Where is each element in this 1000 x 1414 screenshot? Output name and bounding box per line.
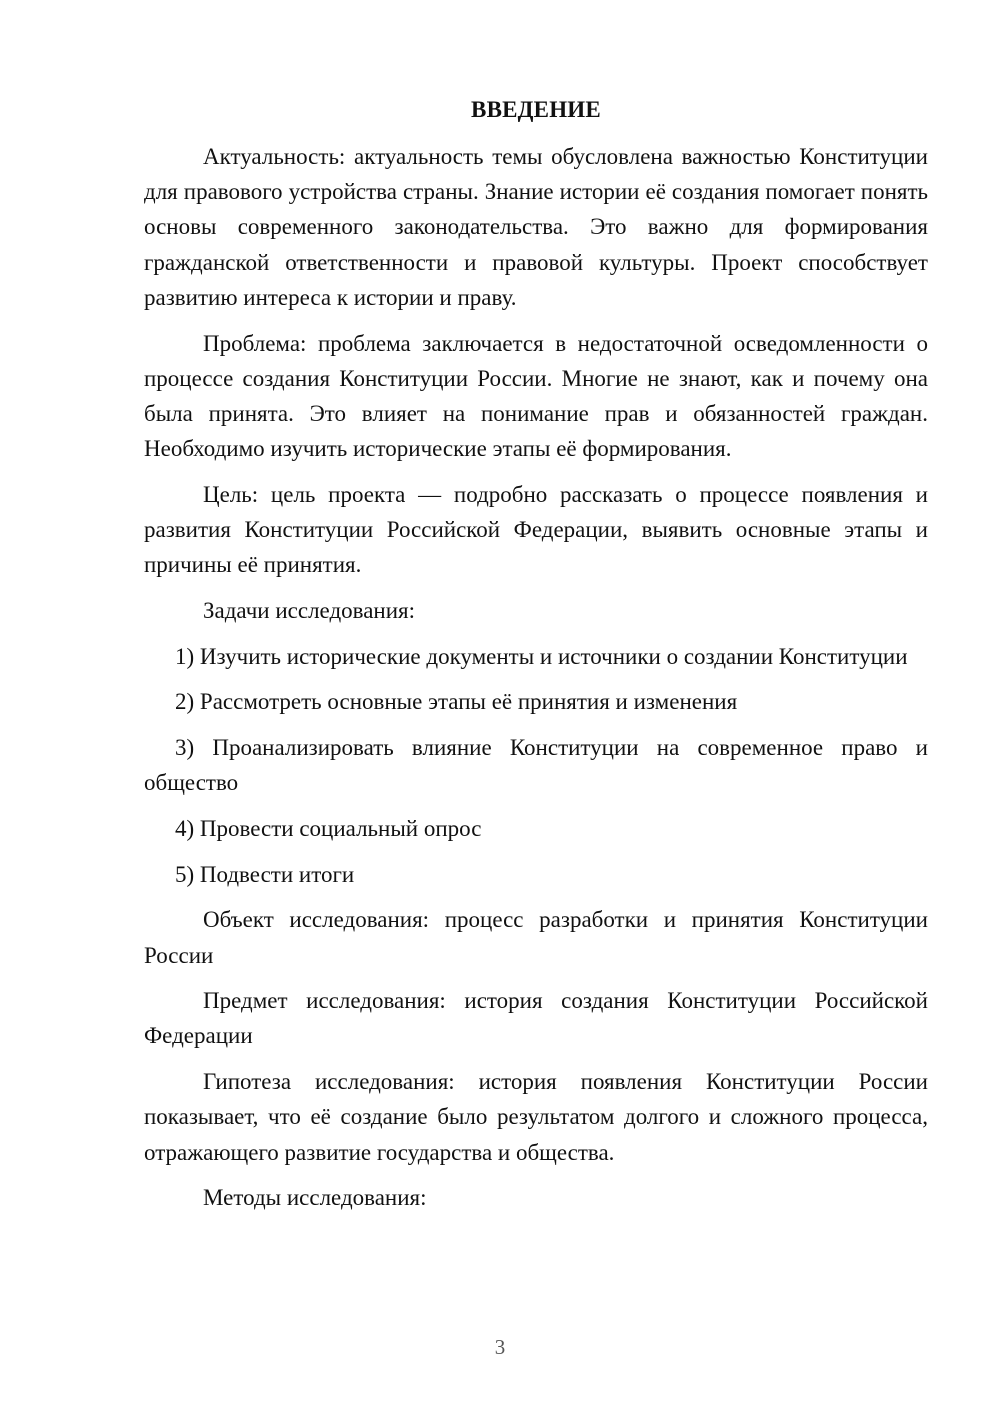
task-item-5: 5) Подвести итоги — [175, 861, 355, 887]
section-title: ВВЕДЕНИЕ — [471, 97, 601, 122]
page-content — [144, 92, 928, 1226]
paragraph-hypothesis: Гипотеза исследования: история появления Конституции России показывает, что её создание было результатом долгого и сложного процесса, отражающего развитие государства и общества. — [144, 1069, 928, 1165]
paragraph-goal: Цель: цель проекта — подробно рассказать о процессе появления и развития Конституции Российской Федерации, выявить основные этапы и причины её принятия. — [144, 481, 928, 578]
methods-heading: Методы исследования: — [203, 1185, 427, 1211]
task-item-3: 3) Проанализировать влияние Конституции на современное право и общество — [144, 735, 928, 796]
task-item-4: 4) Провести социальный опрос — [175, 815, 482, 841]
task-item-1: 1) Изучить исторические документы и источники о создании Конституции — [175, 643, 908, 669]
paragraph-problem: Проблема: проблема заключается в недостаточной осведомленности о процессе создания Конституции России. Многие не знают, как и почему она была принята. Это влияет на понимание прав и обязанностей граждан. Необходимо изучить исторические этапы её формирования. — [144, 330, 928, 462]
task-item-2: 2) Рассмотреть основные этапы её принятия и изменения — [175, 689, 738, 715]
paragraph-relevance: Актуальность: актуальность темы обусловлена важностью Конституции для правового устройства страны. Знание истории её создания помогает понять основы современного законодательства. Это важно для формирования гражданской ответственности и правовой культуры. Проект способствует развитию интереса к истории и праву. — [144, 144, 928, 310]
paragraph-subject: Предмет исследования: история создания Конституции Российской Федерации — [144, 988, 928, 1049]
tasks-heading: Задачи исследования: — [203, 597, 416, 623]
page-number: 3 — [494, 1335, 506, 1359]
paragraph-object: Объект исследования: процесс разработки и принятия Конституции России — [144, 907, 928, 968]
